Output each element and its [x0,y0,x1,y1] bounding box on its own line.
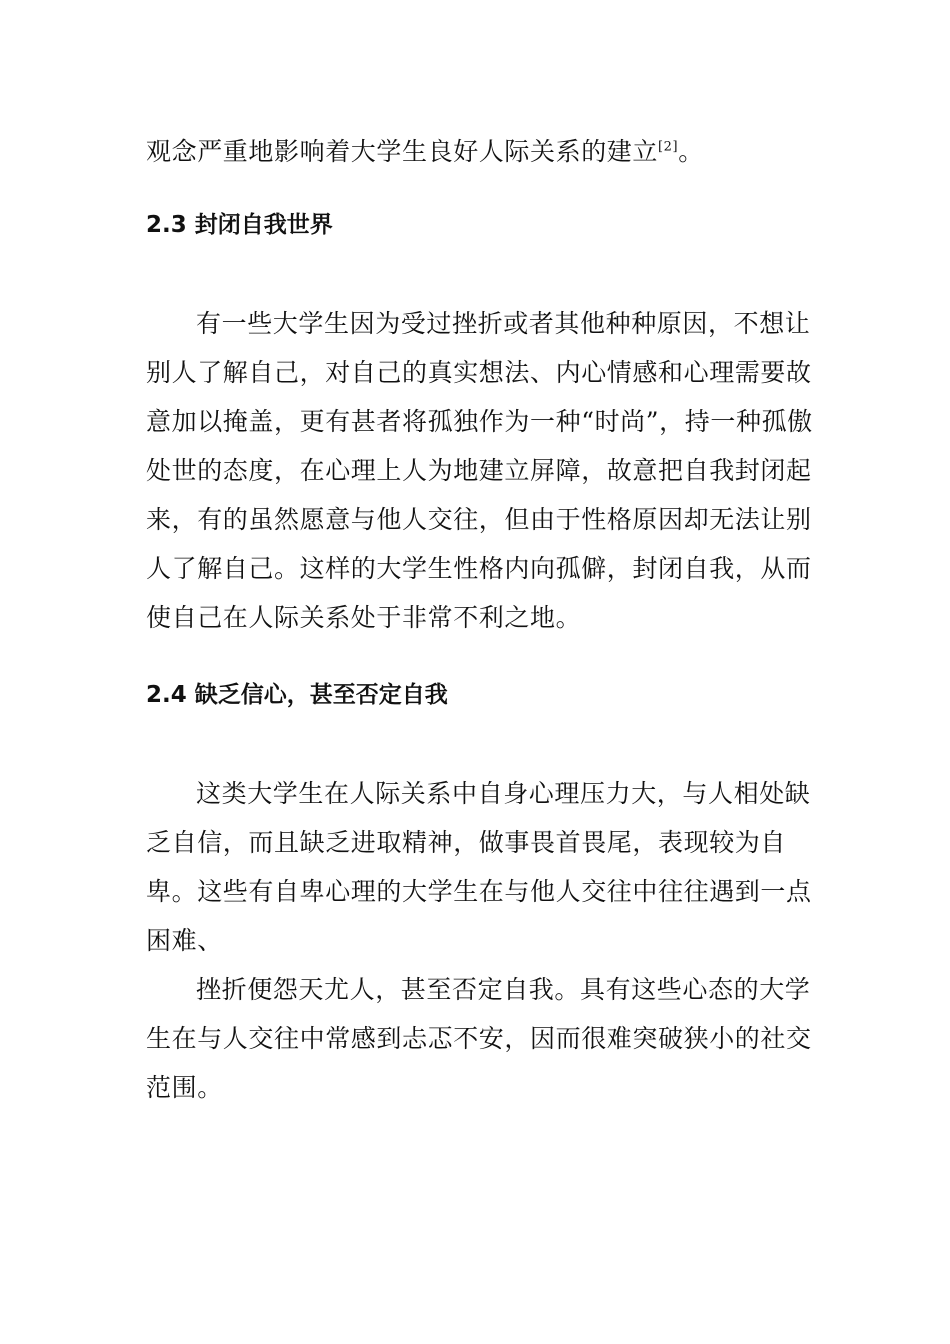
section-2-4-paragraph-2: 挫折便怨天尤人，甚至否定自我。具有这些心态的大学生在与人交往中常感到忐忑不安，因而很难突破狭小的社交范围。 [146,975,812,1102]
intro-paragraph [146,127,816,176]
section-heading-2-3: 2.3 封闭自我世界 [146,212,333,238]
section-2-3-paragraph: 有一些大学生因为受过挫折或者其他种种原因，不想让别人了解自己，对自己的真实想法、内心情感和心理需要故意加以掩盖，更有甚者将孤独作为一种“时尚”，持一种孤傲处世的态度，在心理上人为地建立屏障，故意把自我封闭起来，有的虽然愿意与他人交往，但由于性格原因却无法让别人了解自己。这样的大学生性格内向孤僻，封闭自我，从而使自己在人际关系处于非常不利之地。 [146,309,813,632]
section-heading-2-4: 2.4 缺乏信心，甚至否定自我 [146,682,448,708]
intro-end: 。 [678,137,704,166]
intro-text: 观念严重地影响着大学生良好人际关系的建立 [146,137,659,166]
section-2-4-paragraph-1: 这类大学生在人际关系中自身心理压力大，与人相处缺乏自信，而且缺乏进取精神，做事畏首畏尾，表现较为自卑。这些有自卑心理的大学生在与他人交往中往往遇到一点困难、 [146,779,812,955]
citation-marker: [2] [658,139,679,155]
